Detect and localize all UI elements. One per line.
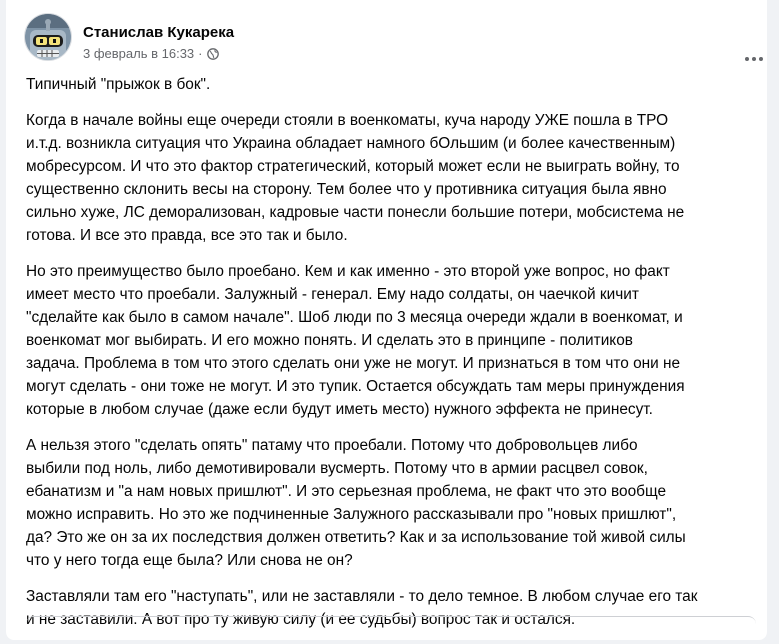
author-name[interactable]: Станислав Кукарека <box>83 24 235 41</box>
text-line: военкомат мог выбирать. И его можно понять. И сделать это в принципе - политиков <box>26 332 633 349</box>
text-line: мобресурсом. И что это фактор стратегический, который может если не выиграть войну, то <box>26 158 680 175</box>
text-line: Когда в начале войны еще очереди стояли в военкоматы, куча народу УЖЕ пошла в ТРО <box>26 112 669 129</box>
text-line: могут сделать - они тоже не могут. И это тупик. Остается обсуждать там меры принуждения <box>26 378 685 395</box>
post-card <box>6 0 767 640</box>
post-paragraph <box>26 434 754 572</box>
attachment-preview-edge <box>26 616 756 641</box>
text-line: которые в любом случае (даже если будут иметь место) нужного эффекта не принесут. <box>26 401 653 418</box>
post-paragraph <box>26 73 754 96</box>
more-options-button[interactable] <box>736 41 772 77</box>
globe-icon[interactable] <box>207 48 219 60</box>
text-line: Типичный "прыжок в бок". <box>26 76 211 93</box>
post-paragraph <box>26 260 754 421</box>
text-line: что у него тогда еще была? Или снова не он? <box>26 552 353 569</box>
post-date[interactable]: 3 февраль в 16:33 <box>83 46 195 61</box>
more-horizontal-icon <box>744 56 764 62</box>
text-line: можно исправить. Но это же подчиненные Залужного рассказывали про "новых пришлют", <box>26 506 677 523</box>
author-avatar[interactable] <box>24 13 72 61</box>
text-line: готова. И все это правда, все это так и было. <box>26 227 348 244</box>
post-paragraph <box>26 109 754 247</box>
post-text <box>26 73 754 644</box>
text-line: Но это преимущество было проебано. Кем и как именно - это второй уже вопрос, но факт <box>26 263 670 280</box>
text-line: выбили под ноль, либо демотивировали вусмерть. Потому что в армии расцвел совок, <box>26 460 648 477</box>
post-header <box>24 13 754 61</box>
text-line: ебанатизм и "а нам новых пришлют". И это серьезная проблема, не факт что это вообще <box>26 483 667 500</box>
text-line: имеет место что проебали. Залужный - генерал. Ему надо солдаты, он чаечкой кичит <box>26 286 639 303</box>
text-line: существенно склонить весы на сторону. Тем более что у противника ситуация была явно <box>26 181 667 198</box>
text-line: Заставляли там его "наступать", или не заставляли - то дело темное. В любом случае его так <box>26 588 698 605</box>
text-line: А нельзя этого "сделать опять" патаму что проебали. Потому что добровольцев либо <box>26 437 638 454</box>
text-line: "сделайте как было в самом начале". Шоб люди по 3 месяца очереди ждали в военкомат, и <box>26 309 683 326</box>
text-line: и.т.д. возникла ситуация что Украина обладает намного бОльшим (и более качественным) <box>26 135 676 152</box>
text-line: и не заставили. А вот про ту живую силу (и ее судьбы) вопрос так и остался. <box>26 611 576 628</box>
text-line: да? Это же он за их последствия должен ответить? Как и за использование той живой силы <box>26 529 686 546</box>
meta-separator: · <box>198 46 203 61</box>
post-meta <box>83 46 219 61</box>
robot-avatar-icon <box>25 14 71 60</box>
text-line: сильно хуже, ЛС деморализован, кадровые части понесли большие потери, мобсистема не <box>26 204 685 221</box>
text-line: задача. Проблема в том что этого сделать они уже не могут. И признаться в том что они не <box>26 355 681 372</box>
